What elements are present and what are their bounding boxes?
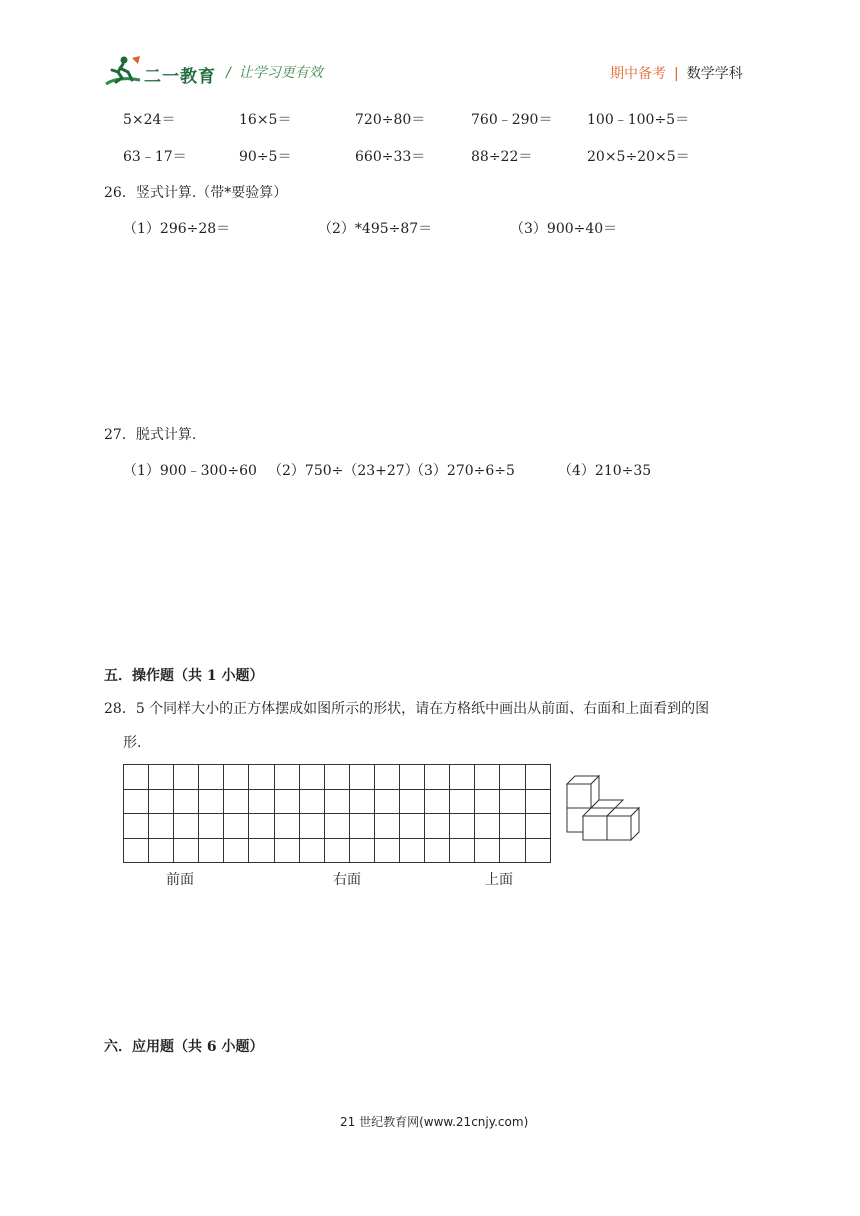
expr-r2-2: 90÷5＝	[239, 149, 292, 165]
header-subject	[610, 63, 743, 83]
expr-r1-2: 16×5＝	[239, 112, 292, 128]
grid-cell[interactable]	[174, 814, 199, 839]
grid-cell[interactable]	[199, 765, 224, 790]
grid-cell[interactable]	[325, 790, 350, 815]
slogan-text: 让学习更有效	[238, 65, 323, 81]
grid-cell[interactable]	[275, 839, 300, 864]
expr-r2-1: 63﹣17＝	[123, 149, 187, 165]
grid-cell[interactable]	[224, 790, 249, 815]
grid-cell[interactable]	[400, 814, 425, 839]
expr-r2-5: 20×5÷20×5＝	[587, 149, 690, 165]
cube-figure-icon	[565, 774, 645, 846]
grid-cell[interactable]	[450, 790, 475, 815]
q27-item-3: （3）270÷6÷5	[410, 463, 515, 479]
grid-cell[interactable]	[300, 765, 325, 790]
q27-item-2: （2）750÷（23+27）	[268, 463, 419, 479]
logo-text: 二一教育	[144, 67, 216, 87]
grid-cell[interactable]	[249, 814, 274, 839]
subject-label: 数学学科	[686, 66, 743, 82]
grid-paper[interactable]	[123, 764, 551, 863]
grid-cell[interactable]	[300, 839, 325, 864]
grid-cell[interactable]	[500, 765, 525, 790]
grid-cell[interactable]	[325, 765, 350, 790]
grid-cell[interactable]	[249, 765, 274, 790]
grid-cell[interactable]	[124, 814, 149, 839]
grid-cell[interactable]	[124, 790, 149, 815]
grid-cell[interactable]	[325, 814, 350, 839]
logo	[104, 54, 214, 88]
q28-line-1: 28．5 个同样大小的正方体摆成如图所示的形状，请在方格纸中画出从前面、右面和上面看到的图	[104, 701, 710, 717]
grid-cell[interactable]	[149, 814, 174, 839]
exam-label: 期中备考	[610, 66, 666, 82]
expr-r1-1: 5×24＝	[123, 112, 176, 128]
grid-cell[interactable]	[450, 765, 475, 790]
grid-cell[interactable]	[450, 839, 475, 864]
grid-cell[interactable]	[124, 765, 149, 790]
label-top-view: 上面	[485, 872, 513, 888]
grid-cell[interactable]	[275, 765, 300, 790]
grid-cell[interactable]	[275, 814, 300, 839]
q26-title: 26．竖式计算.（带*要验算）	[104, 185, 288, 201]
grid-cell[interactable]	[249, 839, 274, 864]
grid-cell[interactable]	[526, 814, 551, 839]
grid-cell[interactable]	[375, 790, 400, 815]
grid-cell[interactable]	[249, 790, 274, 815]
grid-cell[interactable]	[500, 839, 525, 864]
grid-cell[interactable]	[224, 814, 249, 839]
grid-cell[interactable]	[350, 790, 375, 815]
header-slogan	[226, 62, 323, 82]
grid-cell[interactable]	[350, 814, 375, 839]
q27-item-1: （1）900﹣300÷60	[123, 463, 257, 479]
grid-cell[interactable]	[526, 790, 551, 815]
grid-cell[interactable]	[375, 839, 400, 864]
q26-item-1: （1）296÷28＝	[123, 221, 231, 237]
slogan-slash: /	[226, 65, 231, 81]
grid-cell[interactable]	[199, 839, 224, 864]
grid-cell[interactable]	[124, 839, 149, 864]
q26-item-2: （2）*495÷87＝	[318, 221, 433, 237]
grid-cell[interactable]	[149, 765, 174, 790]
grid-cell[interactable]	[149, 790, 174, 815]
expr-r1-3: 720÷80＝	[355, 112, 426, 128]
runner-logo-icon	[104, 54, 144, 88]
header-separator: |	[674, 66, 679, 82]
grid-cell[interactable]	[526, 839, 551, 864]
grid-cell[interactable]	[224, 839, 249, 864]
grid-cell[interactable]	[475, 839, 500, 864]
grid-cell[interactable]	[199, 814, 224, 839]
grid-cell[interactable]	[450, 814, 475, 839]
grid-cell[interactable]	[425, 765, 450, 790]
grid-cell[interactable]	[174, 765, 199, 790]
grid-cell[interactable]	[425, 790, 450, 815]
grid-cell[interactable]	[149, 839, 174, 864]
q26-item-3: （3）900÷40＝	[510, 221, 618, 237]
expr-r2-4: 88÷22＝	[471, 149, 533, 165]
section-5-title: 五．操作题（共 1 小题）	[104, 668, 264, 684]
grid-cell[interactable]	[400, 790, 425, 815]
grid-cell[interactable]	[475, 765, 500, 790]
grid-cell[interactable]	[174, 790, 199, 815]
grid-cell[interactable]	[475, 790, 500, 815]
grid-cell[interactable]	[400, 839, 425, 864]
grid-cell[interactable]	[375, 765, 400, 790]
grid-cell[interactable]	[199, 790, 224, 815]
grid-cell[interactable]	[325, 839, 350, 864]
q27-item-4: （4）210÷35	[558, 463, 652, 479]
label-right-view: 右面	[333, 872, 361, 888]
grid-cell[interactable]	[300, 790, 325, 815]
grid-cell[interactable]	[300, 814, 325, 839]
expr-r2-3: 660÷33＝	[355, 149, 426, 165]
grid-cell[interactable]	[526, 765, 551, 790]
grid-cell[interactable]	[475, 814, 500, 839]
section-6-title: 六．应用题（共 6 小题）	[104, 1039, 264, 1055]
grid-cell[interactable]	[400, 765, 425, 790]
grid-cell[interactable]	[425, 814, 450, 839]
grid-cell[interactable]	[375, 814, 400, 839]
label-front-view: 前面	[166, 872, 194, 888]
grid-cell[interactable]	[425, 839, 450, 864]
expr-r1-5: 100﹣100÷5＝	[587, 112, 690, 128]
q28-line-2: 形.	[123, 735, 142, 751]
grid-cell[interactable]	[224, 765, 249, 790]
grid-cell[interactable]	[500, 790, 525, 815]
expr-r1-4: 760﹣290＝	[471, 112, 553, 128]
q27-title: 27．脱式计算.	[104, 427, 197, 443]
footer-text: 21 世纪教育网(www.21cnjy.com)	[340, 1115, 529, 1129]
grid-cell[interactable]	[174, 839, 199, 864]
grid-cell[interactable]	[500, 814, 525, 839]
grid-cell[interactable]	[350, 765, 375, 790]
grid-cell[interactable]	[275, 790, 300, 815]
grid-cell[interactable]	[350, 839, 375, 864]
